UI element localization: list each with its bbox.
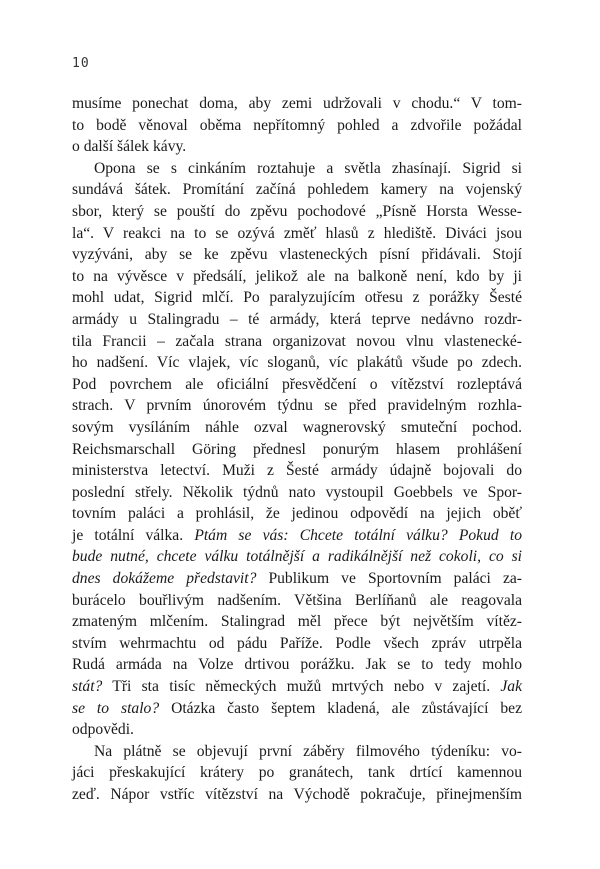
text-line: stát? Tři sta tisíc německých mužů mrtvých nebo v zajetí. Jak: [72, 678, 522, 696]
paragraph-first-line: Opona se s cinkáním roztahuje a světla zhasínají. Sigrid si: [94, 159, 522, 177]
italic-quote: dnes dokážeme představit?: [72, 570, 257, 588]
italic-word: Jak: [500, 678, 522, 696]
italic-word: se to stalo?: [72, 699, 160, 717]
text-line: sovým vysíláním náhle ozval wagnerovský smuteční pochod.: [72, 418, 522, 436]
text-line: strach. V prvním únorovém týdnu se před pravidelným rozhla-: [72, 397, 522, 415]
text-line: mohl udat, Sigrid mlčí. Po paralyzujícím otřesu z porážky Šesté: [72, 289, 522, 307]
italic-quote: Ptám se vás: Chcete totální válku? Pokud to: [194, 526, 522, 544]
page-number: 10: [72, 56, 90, 71]
italic-word: stát?: [72, 678, 103, 696]
text-line: se to stalo? Otázka často šeptem kladená, ale zůstávající bez: [72, 699, 522, 717]
text-line: sbor, který se pouští do zpěvu pochodové „Písně Horsta Wesse-: [72, 202, 522, 220]
text-line: poslední střely. Několik týdnů nato vystoupil Goebbels ve Spor-: [72, 483, 522, 501]
text-line: stvím wehrmachtu od pádu Paříže. Podle všech zpráv utrpěla: [72, 634, 522, 652]
text-line: sundává šátek. Promítání začíná pohledem kamery na vojenský: [72, 181, 522, 199]
text-line: vyzýváni, aby se ke zpěvu vlasteneckých písní přidávali. Stojí: [72, 246, 522, 264]
text-line: musíme ponechat doma, aby zemi udržovali v chodu.“ V tom-: [72, 95, 522, 112]
italic-quote: bude nutné, chcete válku totálnější a radikálnější než cokoli, co si: [72, 548, 522, 566]
text-line: ministerstva letectví. Muži z Šesté armády údajně bojovali do: [72, 462, 522, 480]
text-line: odpovědi.: [72, 721, 134, 739]
paragraph-first-line: Na plátně se objevují první záběry filmového týdeníku: vo-: [94, 742, 522, 760]
text-line: dnes dokážeme představit? Publikum ve Sportovním paláci za-: [72, 570, 522, 588]
text-line: jáci přeskakující krátery po granátech, tank drtící kamennou: [72, 764, 522, 782]
text-line: ho nadšení. Víc vlajek, víc sloganů, víc plakátů všude po zdech.: [72, 354, 522, 372]
text-line: burácelo bouřlivým nadšením. Většina Berlíňanů ale reagovala: [72, 591, 522, 609]
text-line: Reichsmarschall Göring přednesl ponurým hlasem prohlášení: [72, 440, 522, 458]
text-line: to na vývěsce v předsálí, jelikož ale na balkoně není, kdo by ji: [72, 267, 522, 285]
text-line: armády u Stalingradu – té armády, která teprve nedávno rozdr-: [72, 310, 522, 328]
text-line: Rudá armáda na Volze drtivou porážku. Jak se to tedy mohlo: [72, 656, 522, 674]
text-line: zeď. Nápor vstříc vítězství na Východě pokračuje, přinejmenším: [72, 786, 522, 803]
text-line: tila Francii – začala strana organizovat novou vlnu vlastenecké-: [72, 332, 522, 350]
text-line: o další šálek kávy.: [72, 138, 187, 156]
text-line: Pod povrchem ale oficiální přesvědčení o vítězství rozleptává: [72, 375, 522, 393]
text-line: la“. V reakci na to se ozývá změť hlasů z hlediště. Diváci jsou: [72, 224, 522, 242]
text-line: [72, 546, 522, 568]
body-text: [72, 93, 522, 806]
text-line: zmateným mlčením. Stalingrad měl přece být největším vítěz-: [72, 613, 522, 631]
text-line: je totální válka. Ptám se vás: Chcete totální válku? Pokud to: [72, 526, 522, 544]
text-line: tovním paláci a prohlásil, že jedinou odpovědí na jejich oběť: [72, 505, 522, 523]
text-line: to bodě věnoval oběma nepřítomný pohled a zdvořile požádal: [72, 116, 522, 134]
